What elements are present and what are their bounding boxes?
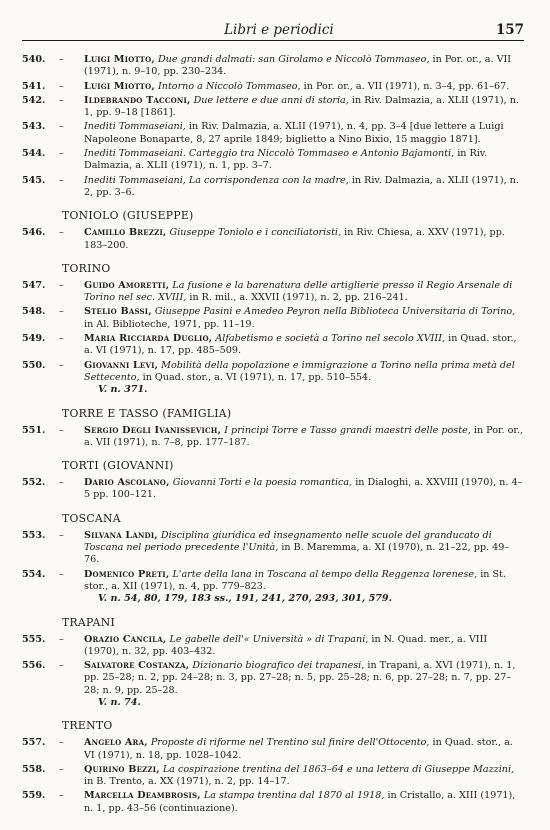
cross-reference-note: V. n. 54, 80, 179, 183 ss., 191, 241, 270, 293, 301, 579. [98, 593, 392, 605]
entry-author: Quirino Bezzi, [84, 763, 160, 775]
entry-author: Dario Ascolano, [84, 477, 170, 489]
page-number: 157 [495, 22, 524, 38]
bibliography-entry [22, 175, 524, 200]
entry-title: Le gabelle dell'« Università » di Trapani, [169, 633, 369, 645]
entry-title: L'arte della lana in Toscana al tempo della Reggenza lorenese, [172, 568, 478, 580]
entry-author: Salvatore Costanza, [84, 660, 190, 672]
entry-number: 555. [22, 633, 46, 645]
entry-body [84, 660, 524, 709]
entry-number: 550. [22, 359, 46, 371]
bibliography-entry [22, 660, 524, 709]
entry-title: La cospirazione trentina del 1863–64 e una lettera di Giuseppe Mazzini, [162, 763, 515, 775]
section-heading: TRAPANI [62, 615, 116, 629]
entry-body [84, 569, 524, 606]
entry-citation: in Quad. stor., a. VI (1971), n. 18, pp. 1028–1042. [84, 737, 513, 761]
entry-number: 556. [22, 660, 46, 672]
bibliography-entry [22, 54, 524, 79]
entry-number: 541. [22, 80, 46, 92]
entry-body [84, 175, 524, 200]
entry-title: Giuseppe Toniolo e i conciliatoristi, [169, 227, 342, 239]
section-heading: TONIOLO (GIUSEPPE) [62, 209, 194, 223]
entry-citation: in Dialoghi, a. XXVIII (1970), n. 4–5 pp. 100–121. [84, 477, 523, 501]
bibliography-entry [22, 148, 524, 173]
entry-author: Domenico Preti, [84, 568, 170, 580]
entry-author: Giovanni Levi, [84, 359, 159, 371]
entry-author: Angelo Ara, [84, 737, 148, 749]
entry-citation: in Por. or., a. VII (1971), n. 9–10, pp. 230–234. [84, 54, 512, 78]
entry-citation: in Por. or., a. VII (1971), n. 3–4, pp. 61–67. [303, 80, 510, 92]
entry-number: 554. [22, 568, 46, 580]
entry-body [84, 333, 524, 358]
entry-dash: – [59, 763, 64, 775]
entry-body [84, 764, 524, 789]
entry-dash: – [59, 279, 64, 291]
entry-dash: – [59, 54, 64, 65]
section-heading: TORRE E TASSO (FAMIGLIA) [62, 406, 232, 420]
entry-citation: in N. Quad. mer., a. VIII (1970), n. 32, pp. 403–432. [84, 633, 488, 657]
entry-body [84, 54, 524, 79]
entry-number: 553. [22, 529, 46, 541]
entry-body [84, 530, 524, 567]
entry-author: Orazio Cancila, [84, 633, 167, 645]
entry-dash: – [59, 424, 64, 436]
entry-number: 544. [22, 148, 46, 160]
entry-number: 557. [22, 737, 46, 749]
entry-citation: in Cristallo, a. XIII (1971), n. 1, pp. 43–56 (continuazione). [84, 790, 516, 814]
entry-number: 542. [22, 94, 46, 106]
entry-dash: – [59, 94, 64, 106]
entry-citation: in St. stor., a. XII (1971), n. 4, pp. 779–823. [84, 568, 506, 592]
cross-reference-note: V. n. 371. [98, 384, 148, 396]
entry-author: Silvana Landi, [84, 529, 158, 541]
entry-dash: – [59, 660, 64, 672]
entry-number: 548. [22, 306, 46, 318]
entry-author: Maria Ricciarda Duglio, [84, 333, 213, 345]
entry-title: La fusione e la barenatura delle artiglierie presso il Regio Arsenale di Torino nel sec. XVIII, [84, 279, 513, 304]
bibliography-entry [22, 95, 524, 120]
entry-body [84, 148, 524, 173]
entry-citation: in R. mil., a. XXVII (1971), n. 2, pp. 216–241. [189, 292, 408, 304]
bibliography-entry [22, 530, 524, 567]
running-header [22, 14, 524, 41]
entry-dash: – [59, 227, 64, 239]
entry-title: Giovanni Torti e la poesia romantica, [172, 477, 353, 489]
entry-dash: – [59, 568, 64, 580]
entry-body [84, 477, 524, 502]
bibliography-entry [22, 790, 524, 815]
entry-title: Dizionario biografico dei trapanesi, [192, 660, 365, 672]
entry-number: 549. [22, 333, 46, 345]
entry-title: Due grandi dalmati: san Girolamo e Niccolò Tommaseo, [157, 54, 430, 65]
bibliography-entry [22, 227, 524, 252]
entry-number: 540. [22, 54, 46, 65]
entry-author: Luigi Miotto, [84, 80, 155, 92]
bibliography-entry [22, 737, 524, 762]
entry-body [84, 634, 524, 659]
entry-number: 547. [22, 279, 46, 291]
entry-body [84, 81, 524, 93]
entry-title: Proposte di riforme nel Trentino sul finire dell'Ottocento, [150, 737, 430, 749]
entry-title: I principi Torre e Tasso grandi maestri delle poste, [224, 424, 471, 436]
entry-number: 545. [22, 174, 46, 186]
entry-dash: – [59, 174, 64, 186]
entry-author: Sergio Degli Ivanissevich, [84, 424, 222, 436]
entry-dash: – [59, 80, 64, 92]
entry-number: 551. [22, 424, 46, 436]
entry-body [84, 95, 524, 120]
bibliography-entry [22, 333, 524, 358]
entry-dash: – [59, 306, 64, 318]
entry-author: Ildebrando Tacconi, [84, 94, 191, 106]
entry-body [84, 425, 524, 450]
entry-number: 558. [22, 763, 46, 775]
bibliography-entry [22, 425, 524, 450]
entry-title: La stampa trentina dal 1870 al 1918, [203, 790, 385, 802]
entry-citation: in Al. Biblioteche, 1971, pp. 11–19. [84, 318, 255, 330]
entry-citation: in B. Trento, a. XX (1971), n. 2, pp. 14–17. [84, 776, 290, 788]
entry-body [84, 280, 524, 305]
bibliography-entry [22, 477, 524, 502]
entry-dash: – [59, 121, 64, 133]
bibliography-list [22, 54, 524, 815]
entry-number: 559. [22, 790, 46, 802]
entry-number: 543. [22, 121, 46, 133]
entry-title: Giuseppe Pasini e Amedeo Peyron nella Biblioteca Universitaria di Torino, [154, 306, 516, 318]
section-heading: TRENTO [62, 719, 113, 733]
entry-citation: in Riv. Dalmazia, a. XLII (1971), n. 1, pp. 3–7. [84, 148, 488, 172]
entry-citation: in Quad. stor., a. VI (1971), n. 17, pp. 510–554. [142, 371, 372, 383]
entry-author: Marcella Deambrosis, [84, 790, 201, 802]
bibliography-entry [22, 306, 524, 331]
section-heading: TORTI (GIOVANNI) [62, 459, 174, 473]
entry-author: Stelio Bassi, [84, 306, 152, 318]
entry-body [84, 790, 524, 815]
entry-body [84, 360, 524, 397]
entry-title: Inediti Tommaseiani, [84, 121, 186, 133]
running-title: Libri e periodici [224, 22, 334, 38]
bibliography-entry [22, 81, 524, 93]
entry-title: Intorno a Niccolò Tommaseo, [157, 80, 301, 92]
entry-number: 546. [22, 227, 46, 239]
entry-dash: – [59, 333, 64, 345]
entry-title: Disciplina giuridica ed insegnamento nelle scuole del granducato di Toscana nel periodo precedente l'Unità, [84, 529, 492, 554]
entry-author: Guido Amoretti, [84, 279, 170, 291]
entry-body [84, 227, 524, 252]
entry-title: Mobilità della popolazione e immigrazione a Torino nella prima metà del Settecento, [84, 359, 515, 383]
entry-citation: in Riv. Dalmazia, a. XLII (1971), n. 1, pp. 9–18 [1861]. [84, 94, 519, 119]
entry-title: Due lettere e due anni di storia, [193, 94, 349, 106]
bibliography-entry [22, 569, 524, 606]
entry-dash: – [59, 529, 64, 541]
entry-dash: – [59, 737, 64, 749]
entry-dash: – [59, 633, 64, 645]
entry-dash: – [59, 790, 64, 802]
entry-body [84, 306, 524, 331]
entry-dash: – [59, 359, 64, 371]
entry-dash: – [59, 477, 64, 489]
bibliography-entry [22, 121, 524, 146]
cross-reference-note: V. n. 74. [98, 696, 141, 708]
bibliography-entry [22, 764, 524, 789]
entry-body [84, 737, 524, 762]
entry-title: Inediti Tommaseiani. Carteggio tra Niccolò Tommaseo e Antonio Bajamonti, [84, 148, 455, 160]
entry-dash: – [59, 148, 64, 160]
entry-author: Luigi Miotto, [84, 54, 155, 65]
entry-number: 552. [22, 477, 46, 489]
entry-title: Inediti Tommaseiani, La corrispondenza con la madre, [84, 174, 349, 186]
bibliography-entry [22, 634, 524, 659]
entry-title: Alfabetismo e società a Torino nel secolo XVIII, [215, 333, 446, 345]
entry-citation: in Riv. Dalmazia, a. XLII (1971), n. 2, pp. 3–6. [84, 174, 519, 198]
entry-citation: in B. Maremma, a. XI (1970), n. 21–22, pp. 49–76. [84, 542, 510, 566]
entry-citation: in Trapani, a. XVI (1971), n. 1, pp. 25–28; n. 2, pp. 24–28; n. 3, pp. 27–28; n. 5, pp. 25–28; n. 6, pp. 27–28; n. 7, pp. 27–28; n. 9, pp. 25–28. [84, 660, 516, 696]
entry-citation: in Por. or., a. VII (1971), n. 7–8, pp. 177–187. [84, 424, 524, 448]
entry-body [84, 121, 524, 146]
entry-citation: in Quad. stor., a. VI (1971), n. 17, pp. 485–509. [84, 333, 517, 357]
entry-citation: in Riv. Chiesa, a. XXV (1971), pp. 183–200. [84, 227, 505, 251]
bibliography-entry [22, 360, 524, 397]
entry-author: Camillo Brezzi, [84, 227, 167, 239]
entry-citation: in Riv. Dalmazia, a. XLII (1971), n. 4, pp. 3–4 [due lettere a Luigi Napoleone Bonaparte, 8, 27 aprile 1849; biglietto a Nino Bixio, 15 maggio 1871]. [84, 121, 504, 145]
section-heading: TOSCANA [62, 511, 121, 525]
bibliography-entry [22, 280, 524, 305]
section-heading: TORINO [62, 261, 111, 275]
